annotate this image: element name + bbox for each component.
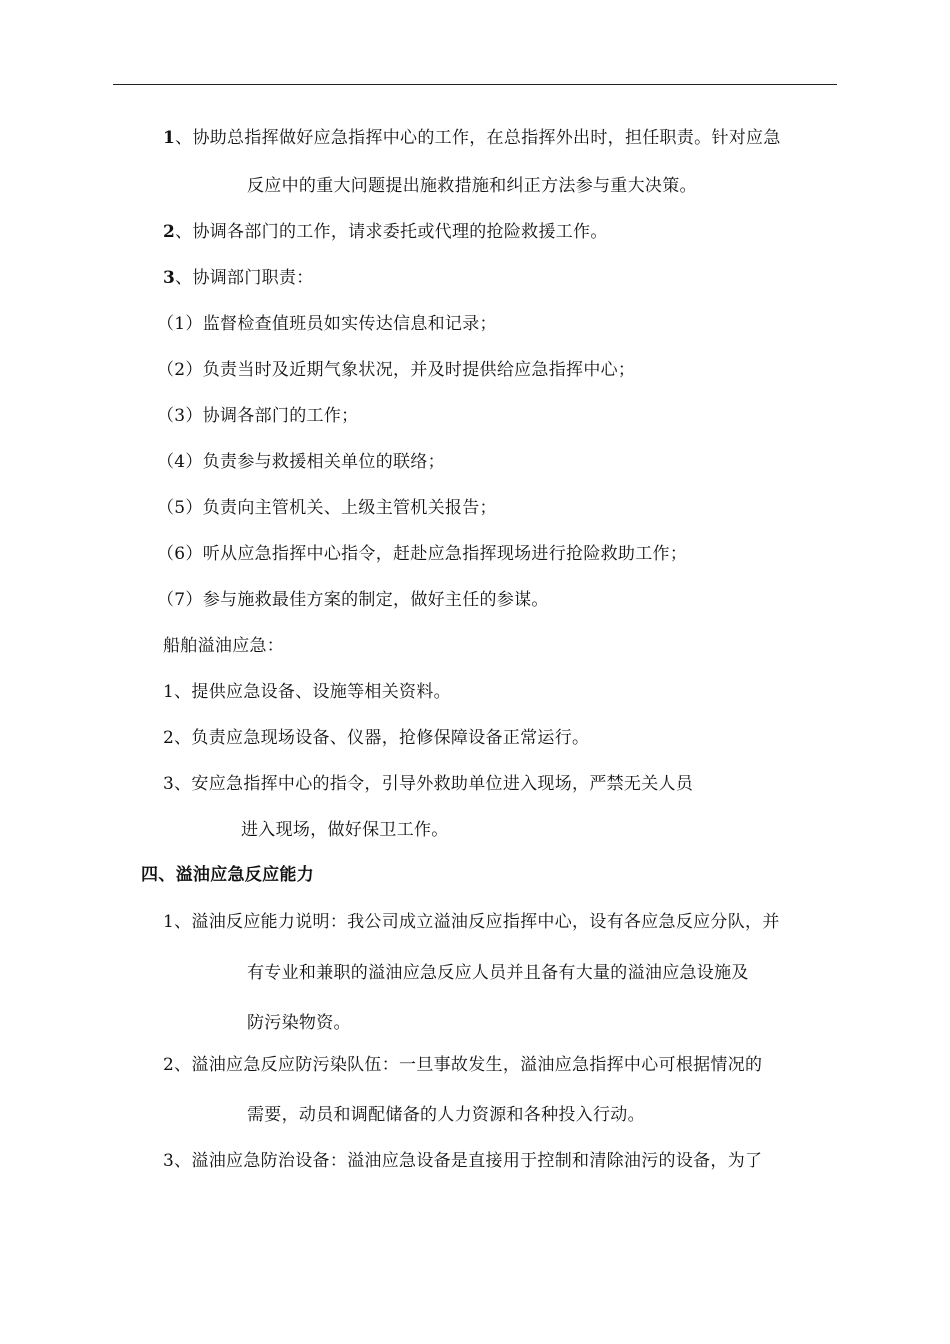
duty-item-2-number: 2	[163, 222, 176, 242]
duty-item-2-text: 、协调各部门的工作，请求委托或代理的抢险救援工作。	[175, 222, 608, 242]
duty-item-3-text: 、协调部门职责：	[175, 268, 314, 288]
duty-item-1-line-1	[163, 126, 781, 150]
duty-item-1-line-2: 反应中的重大问题提出施救措施和纠正方法参与重大决策。	[247, 176, 697, 196]
sub-item-1: （1）监督检查值班员如实传达信息和记录；	[157, 314, 497, 334]
ship-item-1: 1、提供应急设备、设施等相关资料。	[163, 682, 451, 702]
duty-item-1-number: 1	[163, 128, 176, 148]
sub-item-4: （4）负责参与救援相关单位的联络；	[157, 452, 445, 472]
duty-item-2	[163, 220, 608, 244]
section-4-item-2-line-1: 2、溢油应急反应防污染队伍：一旦事故发生，溢油应急指挥中心可根据情况的	[163, 1055, 763, 1075]
sub-item-7: （7）参与施救最佳方案的制定，做好主任的参谋。	[157, 590, 549, 610]
sub-item-5: （5）负责向主管机关、上级主管机关报告；	[157, 498, 497, 518]
sub-item-3: （3）协调各部门的工作；	[157, 406, 359, 426]
section-4-item-1-line-2: 有专业和兼职的溢油应急反应人员并且备有大量的溢油应急设施及	[247, 963, 749, 983]
ship-item-3-line-2: 进入现场，做好保卫工作。	[241, 820, 449, 840]
duty-item-1-text: 、协助总指挥做好应急指挥中心的工作，在总指挥外出时，担任职责。针对应急	[175, 128, 781, 148]
section-4-item-3-line-1: 3、溢油应急防治设备：溢油应急设备是直接用于控制和清除油污的设备，为了	[163, 1151, 763, 1171]
duty-item-3	[163, 266, 314, 290]
header-rule	[113, 84, 837, 85]
duty-item-3-number: 3	[163, 268, 176, 288]
section-4-heading: 四、溢油应急反应能力	[141, 865, 314, 885]
ship-oil-title: 船舶溢油应急：	[163, 636, 285, 656]
ship-item-2: 2、负责应急现场设备、仪器，抢修保障设备正常运行。	[163, 728, 590, 748]
sub-item-2: （2）负责当时及近期气象状况，并及时提供给应急指挥中心；	[157, 360, 636, 380]
section-4-item-1-line-3: 防污染物资。	[247, 1013, 351, 1033]
ship-item-3-line-1: 3、安应急指挥中心的指令，引导外救助单位进入现场，严禁无关人员	[163, 774, 694, 794]
section-4-item-1-line-1: 1、溢油反应能力说明：我公司成立溢油反应指挥中心，设有各应急反应分队，并	[163, 912, 780, 932]
sub-item-6: （6）听从应急指挥中心指令，赶赴应急指挥现场进行抢险救助工作；	[157, 544, 688, 564]
section-4-item-2-line-2: 需要，动员和调配储备的人力资源和各种投入行动。	[247, 1105, 645, 1125]
